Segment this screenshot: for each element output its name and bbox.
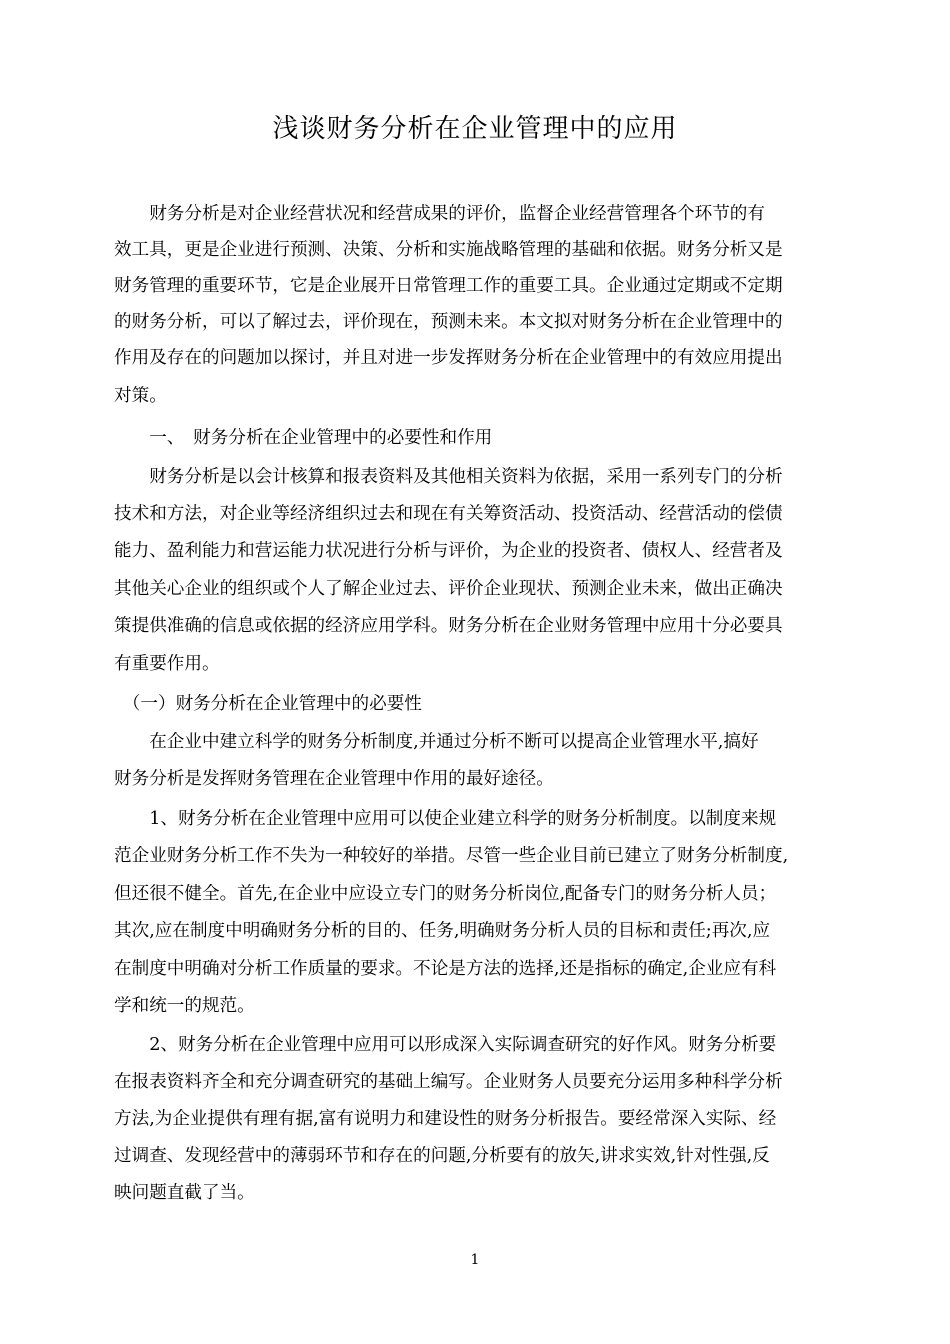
body-text-line: 范企业财务分析工作不失为一种较好的举措。尽管一些企业目前已建立了财务分析制度, [114, 846, 789, 866]
body-text-line: 财务分析是发挥财务管理在企业管理中作用的最好途径。 [114, 769, 554, 789]
body-text-line: 技术和方法，对企业等经济组织过去和现在有关筹资活动、投资活动、经营活动的偿债 [114, 504, 783, 524]
page-number: 1 [470, 1252, 480, 1268]
body-text-line: 财务分析是对企业经营状况和经营成果的评价，监督企业经营管理各个环节的有 [114, 204, 765, 224]
body-text-line: 在报表资料齐全和充分调查研究的基础上编写。企业财务人员要充分运用多种科学分析 [114, 1072, 783, 1092]
body-text-line: 财务分析是以会计核算和报表资料及其他相关资料为依据，采用一系列专门的分析 [114, 467, 783, 487]
body-text-line: 财务管理的重要环节，它是企业展开日常管理工作的重要工具。企业通过定期或不定期 [114, 276, 783, 296]
body-text-line: 有重要作用。 [114, 654, 220, 674]
body-text-line: 对策。 [114, 386, 167, 406]
body-text-line: 在制度中明确对分析工作质量的要求。不论是方法的选择,还是指标的确定,企业应有科 [114, 959, 777, 979]
body-text-line: 策提供准确的信息或依据的经济应用学科。财务分析在企业财务管理中应用十分必要具 [114, 616, 783, 636]
body-text-line: 但还很不健全。首先,在企业中应设立专门的财务分析岗位,配备专门的财务分析人员； [114, 884, 777, 904]
body-text-line: 能力、盈利能力和营运能力状况进行分析与评价，为企业的投资者、债权人、经营者及 [114, 541, 783, 561]
body-text-line: 效工具，更是企业进行预测、决策、分析和实施战略管理的基础和依据。财务分析又是 [114, 240, 783, 260]
body-text-line: 学和统一的规范。 [114, 996, 255, 1016]
body-text-line: 过调查、发现经营中的薄弱环节和存在的问题,分析要有的放矢,讲求实效,针对性强,反 [114, 1146, 770, 1166]
body-text-line: 的财务分析，可以了解过去，评价现在，预测未来。本文拟对财务分析在企业管理中的 [114, 312, 783, 332]
body-text-line: 映问题直截了当。 [114, 1183, 255, 1203]
body-text-line: （一）财务分析在企业管理中的必要性 [114, 694, 422, 714]
body-text-line: 一、 财务分析在企业管理中的必要性和作用 [114, 428, 493, 448]
body-text-line: 在企业中建立科学的财务分析制度,并通过分析不断可以提高企业管理水平,搞好 [114, 732, 759, 752]
body-text-line: 其他关心企业的组织或个人了解企业过去、评价企业现状、预测企业未来，做出正确决 [114, 579, 783, 599]
body-text-line: 2、财务分析在企业管理中应用可以形成深入实际调查研究的好作风。财务分析要 [114, 1035, 777, 1055]
body-text-line: 方法,为企业提供有理有据,富有说明力和建设性的财务分析报告。要经常深入实际、经 [114, 1109, 777, 1129]
body-text-line: 其次,应在制度中明确财务分析的目的、任务,明确财务分析人员的目标和责任;再次,应 [114, 921, 771, 941]
body-text-line: 1、财务分析在企业管理中应用可以使企业建立科学的财务分析制度。以制度来规 [114, 809, 777, 829]
document-title: 浅谈财务分析在企业管理中的应用 [272, 114, 678, 144]
body-text-line: 作用及存在的问题加以探讨，并且对进一步发挥财务分析在企业管理中的有效应用提出 [114, 348, 783, 368]
